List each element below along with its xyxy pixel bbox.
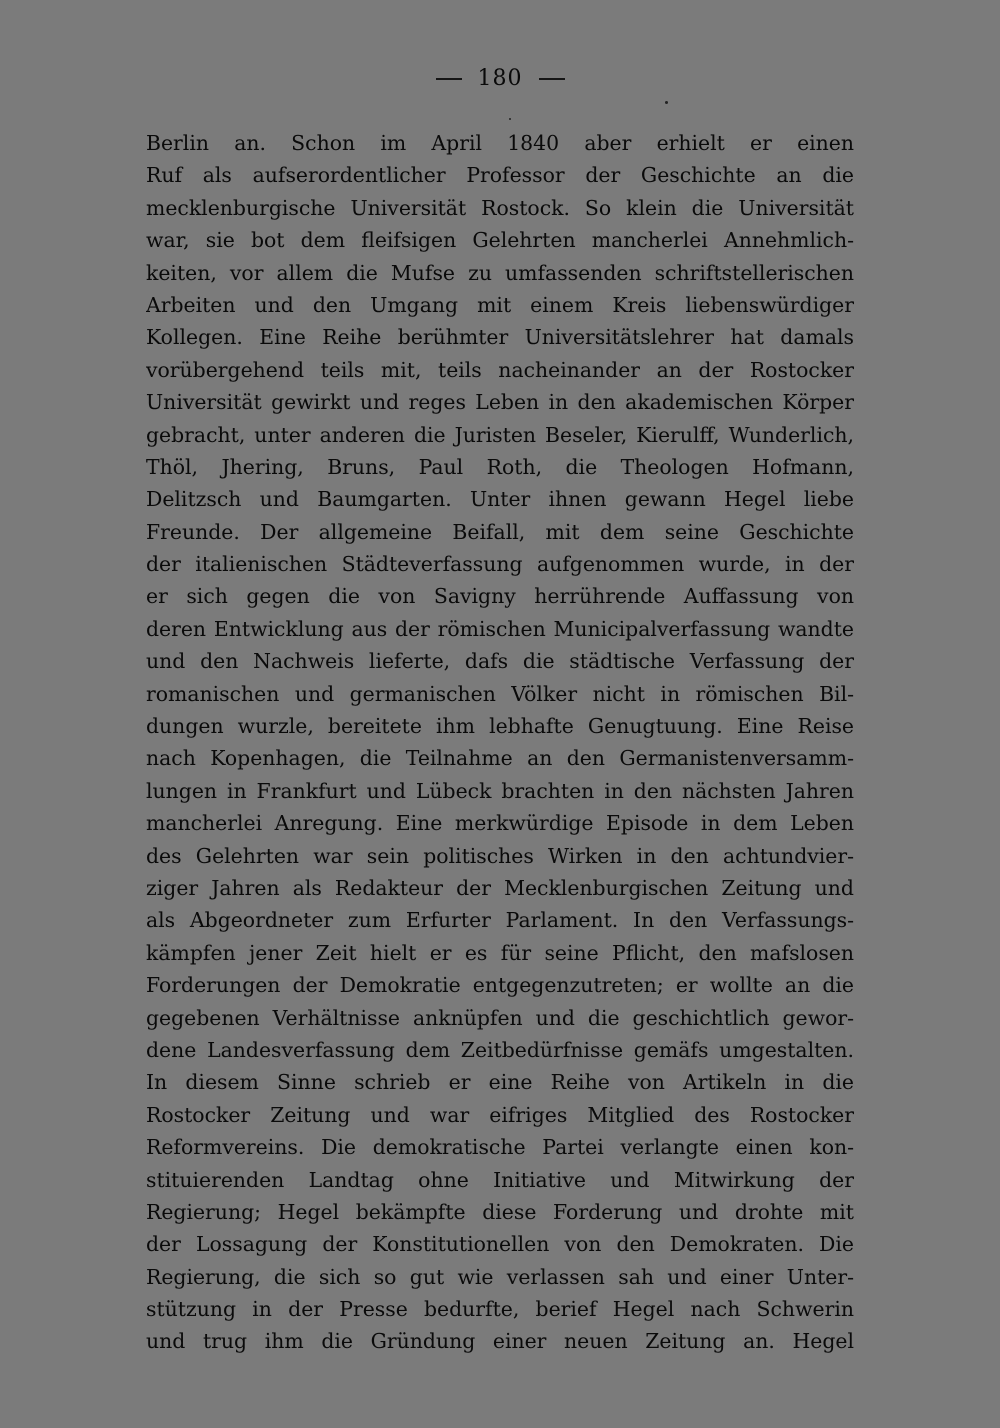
text-line: Ruf als aufserordentlicher Professor der Geschichte an die [146,163,854,188]
text-line: mecklenburgische Universität Rostock. So klein die Universität [146,195,854,220]
text-line: keiten, vor allem die Mufse zu umfassenden schriftstellerischen [146,260,854,285]
text-line: er sich gegen die von Savigny herrührende Auffassung von [146,584,854,609]
text-line: war, sie bot dem fleifsigen Gelehrten mancherlei Annehmlich- [146,228,854,253]
text-line: als Abgeordneter zum Erfurter Parlament. In den Verfassungs- [146,908,854,933]
text-line: Arbeiten und den Umgang mit einem Kreis liebenswürdiger [146,292,854,317]
text-line: ziger Jahren als Redakteur der Mecklenburgischen Zeitung und [146,875,854,900]
text-line: Reformvereins. Die demokratische Partei verlangte einen kon- [146,1135,854,1160]
text-line: Kollegen. Eine Reihe berühmter Universitätslehrer hat damals [146,325,854,350]
text-line: Forderungen der Demokratie entgegenzutreten; er wollte an die [146,973,854,998]
print-speck [665,101,668,104]
header-dash-left [436,78,462,80]
text-line: Regierung, die sich so gut wie verlassen sah und einer Unter- [146,1264,854,1289]
text-line: lungen in Frankfurt und Lübeck brachten in den nächsten Jahren [146,778,854,803]
text-line: Regierung; Hegel bekämpfte diese Forderung und drohte mit [146,1199,854,1224]
text-line: stützung in der Presse bedurfte, berief Hegel nach Schwerin [146,1297,854,1322]
text-line: deren Entwicklung aus der römischen Municipalverfassung wandte [146,616,854,641]
text-line: nach Kopenhagen, die Teilnahme an den Germanistenversamm- [146,746,854,771]
text-line: dene Landesverfassung dem Zeitbedürfnisse gemäfs umgestalten. [146,1037,854,1062]
text-line: Berlin an. Schon im April 1840 aber erhielt er einen [146,131,854,155]
text-line: In diesem Sinne schrieb er eine Reihe von Artikeln in die [146,1070,854,1095]
text-line: Universität gewirkt und reges Leben in den akademischen Körper [146,390,854,415]
text-line: Freunde. Der allgemeine Beifall, mit dem seine Geschichte [146,519,854,544]
text-line: und den Nachweis lieferte, dafs die städtische Verfassung der [146,649,854,674]
text-line: vorübergehend teils mit, teils nacheinander an der Rostocker [146,357,854,382]
text-line: der Lossagung der Konstitutionellen von den Demokraten. Die [146,1232,854,1257]
page-header [0,66,1000,91]
text-line: Thöl, Jhering, Bruns, Paul Roth, die Theologen Hofmann, [146,454,854,479]
text-line: des Gelehrten war sein politisches Wirken in den achtundvier- [146,843,854,868]
text-line: Rostocker Zeitung und war eifriges Mitglied des Rostocker [146,1102,854,1127]
text-line: gebracht, unter anderen die Juristen Beseler, Kierulff, Wunderlich, [146,422,854,447]
text-line: mancherlei Anregung. Eine merkwürdige Episode in dem Leben [146,811,854,836]
text-line: romanischen und germanischen Völker nicht in römischen Bil- [146,681,854,706]
text-line: dungen wurzle, bereitete ihm lebhafte Genugtuung. Eine Reise [146,714,854,739]
text-line: kämpfen jener Zeit hielt er es für seine Pflicht, den mafslosen [146,940,854,965]
text-line: gegebenen Verhältnisse anknüpfen und die geschichtlich gewor- [146,1005,854,1030]
header-dash-right [539,78,565,80]
body-text [146,127,854,1358]
text-line: Delitzsch und Baumgarten. Unter ihnen gewann Hegel liebe [146,487,854,512]
text-line: der italienischen Städteverfassung aufgenommen wurde, in der [146,552,854,577]
print-speck [509,118,511,120]
page-number: 180 [477,66,523,91]
text-line: stituierenden Landtag ohne Initiative und Mitwirkung der [146,1167,854,1192]
text-line: und trug ihm die Gründung einer neuen Zeitung an. Hegel [146,1329,854,1354]
